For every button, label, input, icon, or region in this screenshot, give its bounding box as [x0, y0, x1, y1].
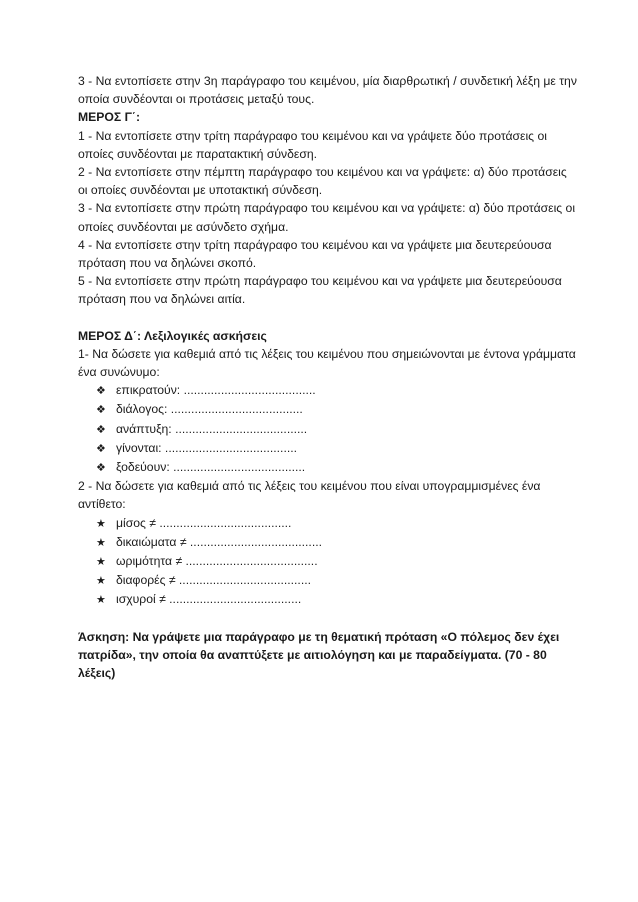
exercise-line-2: πατρίδα», την οποία θα αναπτύξετε με αιτιολόγηση και με παραδείγματα. (70 - 80 [78, 647, 547, 662]
section-gap [78, 309, 578, 327]
diamond-bullet-icon: ❖ [96, 442, 106, 455]
part-c-item-3-line-2: οποίες συνδέονται με ασύνδετο σχήμα. [78, 219, 289, 234]
star-bullet-icon: ★ [96, 594, 106, 607]
list-item [78, 420, 578, 439]
star-bullet-icon: ★ [96, 536, 106, 549]
synonym-item-text: γίνονται: ....................................... [116, 440, 297, 455]
exercise-line-1: Άσκηση: Να γράψετε μια παράγραφο με τη θεματική πρόταση «Ο πόλεμος δεν έχει [78, 629, 560, 644]
part-c-item-5-line-1: 5 - Να εντοπίσετε στην πρώτη παράγραφο του κειμένου και να γράψετε μια δευτερεύουσα [78, 274, 562, 289]
part-d-heading: ΜΕΡΟΣ Δ΄: Λεξιλογικές ασκήσεις [78, 328, 267, 343]
diamond-bullet-icon: ❖ [96, 423, 106, 436]
synonym-item-text: διάλογος: ....................................... [116, 402, 303, 417]
star-bullet-icon: ★ [96, 556, 106, 569]
antonym-item-text: μίσος ≠ ....................................... [116, 515, 292, 530]
list-item [78, 590, 578, 609]
antonym-item-text: ισχυροί ≠ ....................................... [116, 592, 302, 607]
list-item [78, 458, 578, 477]
diamond-bullet-icon: ❖ [96, 404, 106, 417]
list-item [78, 514, 578, 533]
part-d-ex2-line-2: αντίθετο: [78, 497, 126, 512]
exercise-line-3: λέξεις) [78, 666, 116, 681]
part-d-ex1-line-1: 1- Να δώσετε για καθεμιά από τις λέξεις του κειμένου που σημειώνονται με έντονα γράμματα [78, 346, 576, 361]
part-c-item-4-line-2: πρόταση που να δηλώνει σκοπό. [78, 256, 257, 271]
part-c-item-1-line-2: οποίες συνδέονται με παρατακτική σύνδεση. [78, 146, 318, 161]
list-item [78, 381, 578, 400]
synonym-item-text: ξοδεύουν: ....................................... [116, 460, 306, 475]
diamond-bullet-icon: ❖ [96, 462, 106, 475]
part-d-ex2-line-1: 2 - Να δώσετε για καθεμιά από τις λέξεις του κειμένου που είναι υπογραμμισμένες ένα [78, 479, 541, 494]
part-c-item-4-line-1: 4 - Να εντοπίσετε στην τρίτη παράγραφο του κειμένου και να γράψετε μια δευτερεύουσα [78, 237, 552, 252]
list-item [78, 552, 578, 571]
document-page [78, 72, 578, 682]
part-c-item-1-line-1: 1 - Να εντοπίσετε στην τρίτη παράγραφο του κειμένου και να γράψετε δύο προτάσεις οι [78, 128, 547, 143]
section-gap [78, 610, 578, 628]
part-c-item-5-line-2: πρόταση που να δηλώνει αιτία. [78, 292, 246, 307]
star-bullet-icon: ★ [96, 575, 106, 588]
part-d-ex1-line-2: ένα συνώνυμο: [78, 365, 160, 380]
part-c-heading: ΜΕΡΟΣ Γ΄: [78, 110, 141, 125]
star-bullet-icon: ★ [96, 517, 106, 530]
part-c-item-2-line-2: οι οποίες συνδέονται με υποτακτική σύνδεση. [78, 183, 323, 198]
part-c-item-3-line-1: 3 - Να εντοπίσετε στην πρώτη παράγραφο του κειμένου και να γράψετε: α) δύο προτάσεις οι [78, 201, 576, 216]
antonym-item-text: ωριμότητα ≠ ....................................... [116, 554, 318, 569]
synonym-item-text: επικρατούν: ....................................... [116, 383, 316, 398]
question-3-line-2: οποία συνδέονται οι προτάσεις μεταξύ τους. [78, 92, 315, 107]
question-3-line-1: 3 - Να εντοπίσετε στην 3η παράγραφο του κειμένου, μία διαρθρωτική / συνδετική λέξη με την [78, 74, 577, 88]
list-item [78, 571, 578, 590]
diamond-bullet-icon: ❖ [96, 385, 106, 398]
part-c-item-2-line-1: 2 - Να εντοπίσετε στην πέμπτη παράγραφο του κειμένου και να γράψετε: α) δύο προτάσεις [78, 165, 567, 180]
list-item [78, 400, 578, 419]
antonym-item-text: δικαιώματα ≠ ....................................... [116, 534, 322, 549]
list-item [78, 533, 578, 552]
synonym-item-text: ανάπτυξη: ....................................... [116, 421, 308, 436]
antonym-item-text: διαφορές ≠ ....................................... [116, 573, 311, 588]
list-item [78, 439, 578, 458]
